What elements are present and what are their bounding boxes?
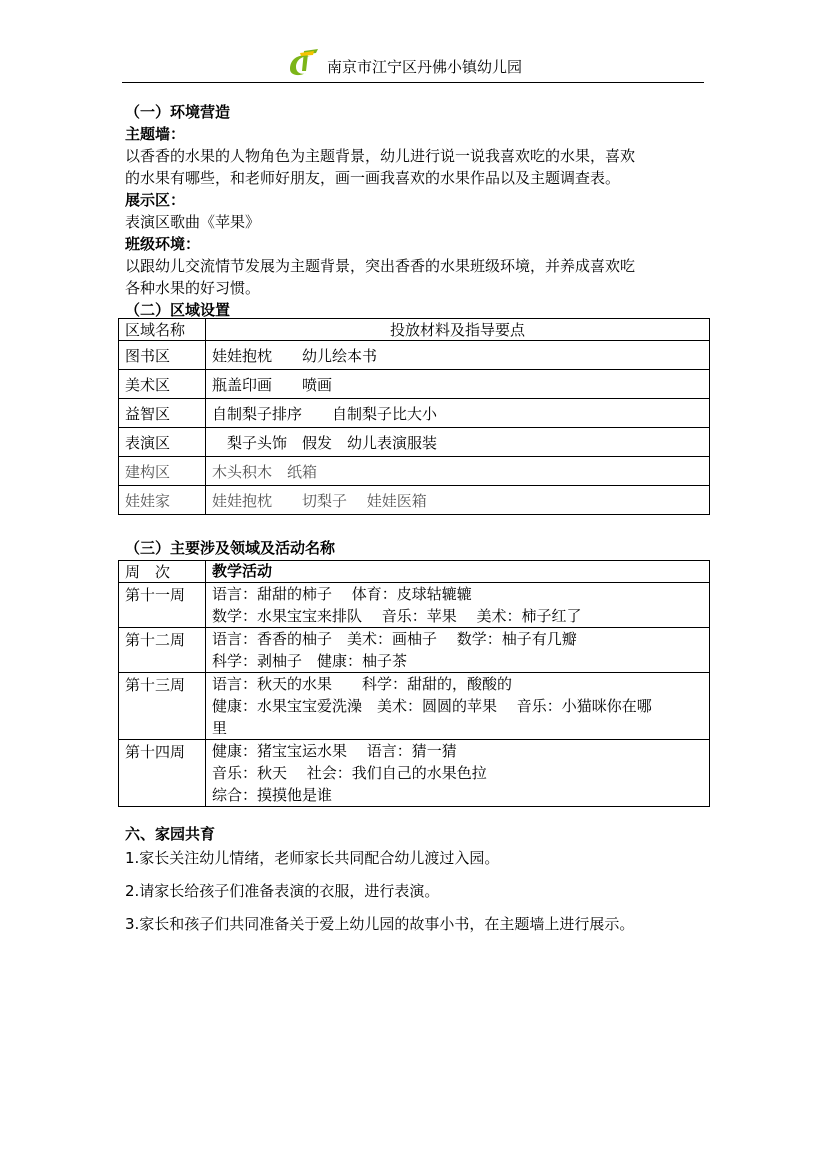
school-logo (288, 47, 322, 77)
section3-title: （三）主要涉及领域及活动名称 (125, 539, 336, 557)
area-materials: 木头积木 纸箱 (206, 457, 710, 486)
table-row (119, 341, 710, 370)
display-area-label: 展示区： (125, 191, 186, 209)
activity-line: 语言：香香的柚子 美术：画柚子 数学：柚子有几瓣 (212, 630, 577, 648)
table-row (119, 583, 710, 628)
activity-line: 健康：猪宝宝运水果 语言：猜一猜 (212, 742, 457, 760)
area-name: 图书区 (119, 341, 206, 370)
table-header-row (119, 319, 710, 341)
class-env-line: 以跟幼儿交流情节发展为主题背景，突出香香的水果班级环境，并养成喜欢吃 (125, 257, 636, 275)
column-header-area: 区域名称 (119, 319, 206, 341)
table-row (119, 740, 710, 807)
list-item: 1.家长关注幼儿情绪，老师家长共同配合幼儿渡过入园。 (125, 849, 500, 867)
week-label: 第十四周 (119, 740, 206, 807)
activity-line: 数学：水果宝宝来排队 音乐：苹果 美术：柿子红了 (212, 607, 582, 625)
area-name: 表演区 (119, 428, 206, 457)
week-activities (206, 628, 710, 673)
column-header-activities: 教学活动 (206, 561, 710, 583)
section1-title: （一）环境营造 (125, 103, 231, 121)
area-materials: 娃娃抱枕 幼儿绘本书 (206, 341, 710, 370)
list-item: 3.家长和孩子们共同准备关于爱上幼儿园的故事小书，在主题墙上进行展示。 (125, 915, 635, 933)
area-name: 益智区 (119, 399, 206, 428)
section6-title: 六、家园共育 (125, 825, 216, 843)
area-materials: 自制梨子排序 自制梨子比大小 (206, 399, 710, 428)
week-activities (206, 740, 710, 807)
area-materials: 梨子头饰 假发 幼儿表演服装 (206, 428, 710, 457)
week-activities (206, 583, 710, 628)
activity-line: 语言：秋天的水果 科学：甜甜的，酸酸的 (212, 675, 513, 693)
school-name: 南京市江宁区丹佛小镇幼儿园 (327, 58, 523, 76)
activity-line: 科学：剥柚子 健康：柚子茶 (212, 652, 408, 670)
weekly-activities-table (118, 560, 710, 807)
week-activities (206, 673, 710, 740)
environment-section (125, 101, 715, 321)
section2-title: （二）区域设置 (125, 301, 231, 319)
activity-line: 音乐：秋天 社会：我们自己的水果色拉 (212, 764, 487, 782)
week-label: 第十三周 (119, 673, 206, 740)
column-header-materials: 投放材料及指导要点 (206, 319, 710, 341)
activity-line: 语言：甜甜的柿子 体育：皮球轱辘辘 (212, 585, 472, 603)
theme-wall-label: 主题墙： (125, 125, 186, 143)
activity-line: 综合：摸摸他是谁 (212, 786, 333, 804)
table-row (119, 673, 710, 740)
area-materials: 瓶盖印画 喷画 (206, 370, 710, 399)
area-materials: 娃娃抱枕 切梨子 娃娃医箱 (206, 486, 710, 515)
display-area-line: 表演区歌曲《苹果》 (125, 213, 261, 231)
page-header (0, 0, 827, 84)
table-header-row (119, 561, 710, 583)
week-label: 第十二周 (119, 628, 206, 673)
column-header-week: 周 次 (119, 561, 206, 583)
table-row (119, 399, 710, 428)
area-settings-table (118, 318, 710, 515)
table-row (119, 628, 710, 673)
activity-line: 健康：水果宝宝爱洗澡 美术：圆圆的苹果 音乐：小猫咪你在哪 (212, 697, 652, 715)
area-name: 美术区 (119, 370, 206, 399)
week-label: 第十一周 (119, 583, 206, 628)
activity-line: 里 (212, 719, 228, 737)
table-row (119, 486, 710, 515)
table-row (119, 457, 710, 486)
class-env-line: 各种水果的好习惯。 (125, 279, 261, 297)
table-row (119, 370, 710, 399)
class-env-label: 班级环境： (125, 235, 201, 253)
list-item: 2.请家长给孩子们准备表演的衣服，进行表演。 (125, 882, 440, 900)
theme-wall-line: 以香香的水果的人物角色为主题背景，幼儿进行说一说我喜欢吃的水果，喜欢 (125, 147, 636, 165)
header-divider (122, 82, 704, 83)
home-school-section (125, 823, 725, 935)
theme-wall-line: 的水果有哪些，和老师好朋友，画一画我喜欢的水果作品以及主题调查表。 (125, 169, 621, 187)
area-name: 娃娃家 (119, 486, 206, 515)
table-row (119, 428, 710, 457)
area-name: 建构区 (119, 457, 206, 486)
